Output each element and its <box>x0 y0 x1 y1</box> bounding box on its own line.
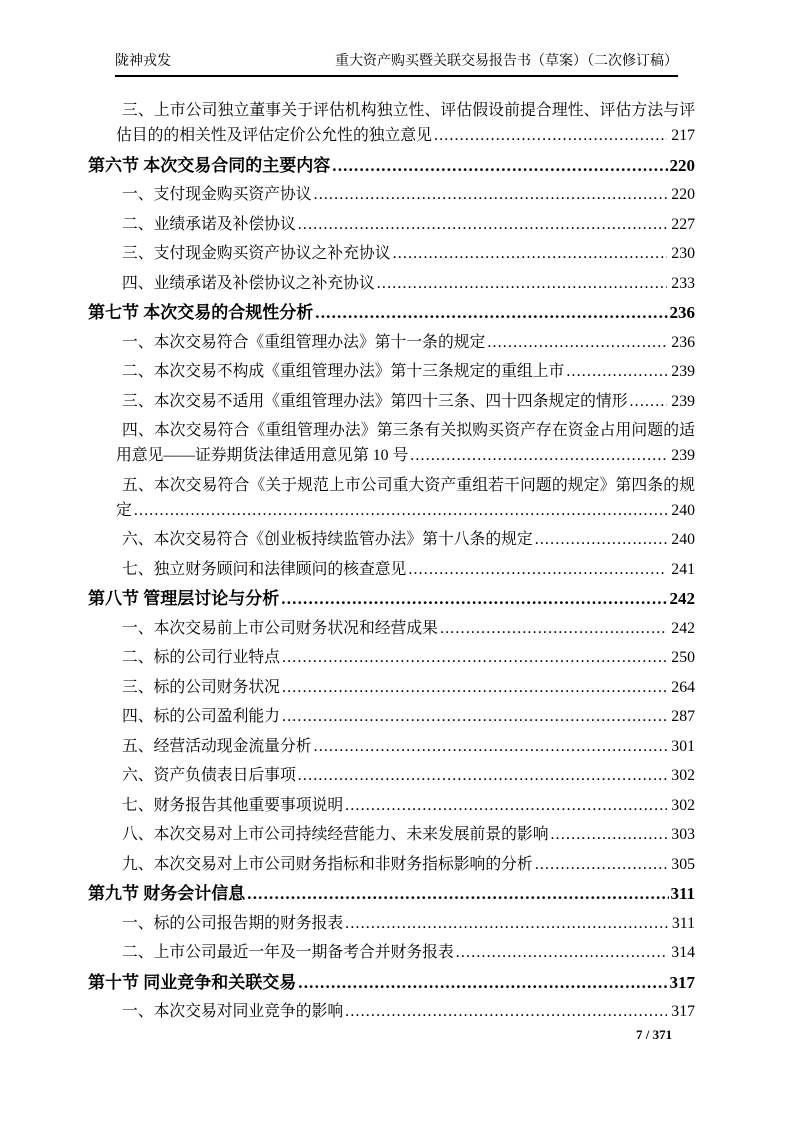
page-number: 241 <box>671 560 695 578</box>
dot-leader <box>628 389 668 414</box>
entry-text: 三、标的公司财务状况 <box>122 678 280 696</box>
page-number: 233 <box>671 274 695 292</box>
entry-text: 六、本次交易符合《创业板持续监管办法》第十八条的规定 <box>122 531 533 548</box>
dot-leader <box>330 153 668 178</box>
toc-section-entry <box>88 970 695 995</box>
dot-leader <box>343 999 667 1024</box>
toc-entry <box>88 473 695 523</box>
toc-entry <box>88 418 695 468</box>
entry-text: 第七节 本次交易的合规性分析 <box>88 303 314 322</box>
entry-text: 六、资产负债表日后事项 <box>122 767 296 784</box>
dot-leader <box>533 527 668 552</box>
page-number: 227 <box>671 215 695 233</box>
page-number: 287 <box>671 708 695 725</box>
entry-text: 二、标的公司行业特点 <box>122 649 280 666</box>
page-footer: 7 / 371 <box>636 1027 673 1042</box>
dot-leader <box>454 940 668 965</box>
page-number: 239 <box>671 447 695 464</box>
page-number: 236 <box>669 303 695 322</box>
entry-text: 四、标的公司盈利能力 <box>122 708 280 725</box>
toc-entry <box>88 852 695 877</box>
toc-entry <box>88 793 695 818</box>
page-number: 242 <box>669 589 695 608</box>
entry-text: 一、本次交易符合《重组管理办法》第十一条的规定 <box>122 333 486 351</box>
entry-text: 九、本次交易对上市公司财务指标和非财务指标影响的分析 <box>122 855 533 873</box>
toc-section-entry <box>88 881 695 906</box>
entry-text-line2: 用意见——证券期货法律适用意见第 10 号 <box>116 447 409 464</box>
dot-leader <box>343 911 668 936</box>
entry-text: 二、业绩承诺及补偿协议 <box>122 215 296 233</box>
entry-text-line1: 五、本次交易符合《关于规范上市公司重大资产重组若干问题的规定》第四条的规 <box>122 476 695 494</box>
entry-text: 四、业绩承诺及补偿协议之补充协议 <box>122 274 375 292</box>
entry-text: 第九节 财务会计信息 <box>88 884 246 903</box>
toc-entry <box>88 734 695 759</box>
toc-entry <box>88 98 695 148</box>
page-number: 242 <box>671 619 695 637</box>
toc-entry <box>88 616 695 641</box>
entry-text: 第六节 本次交易合同的主要内容 <box>88 155 331 175</box>
toc-entry <box>88 911 695 936</box>
dot-leader <box>280 704 667 729</box>
page-number: 305 <box>671 855 695 873</box>
page-number: 236 <box>671 333 695 351</box>
toc-entry <box>88 330 695 355</box>
page-number: 301 <box>671 737 695 755</box>
entry-text: 七、独立财务顾问和法律顾问的核查意见 <box>122 560 407 578</box>
entry-text-line2: 定 <box>116 501 132 519</box>
dot-leader <box>280 645 667 670</box>
page-number: 239 <box>671 363 695 380</box>
entry-text: 三、支付现金购买资产协议之补充协议 <box>122 245 391 262</box>
toc-entry <box>88 527 695 552</box>
dot-leader <box>343 793 667 818</box>
dot-leader <box>549 822 668 847</box>
page-number: 220 <box>671 186 695 203</box>
dot-leader <box>280 675 667 700</box>
dot-leader <box>432 123 667 148</box>
dot-leader <box>296 970 668 995</box>
dot-leader <box>408 443 667 468</box>
entry-text: 七、财务报告其他重要事项说明 <box>122 796 344 814</box>
dot-leader <box>564 359 667 384</box>
toc-entry <box>88 763 695 788</box>
toc-entry <box>88 704 695 729</box>
entry-text-line1: 三、上市公司独立董事关于评估机构独立性、评估假设前提合理性、评估方法与评 <box>122 102 695 119</box>
entry-line2 <box>88 123 695 148</box>
dot-leader <box>312 734 668 759</box>
dot-leader <box>438 616 667 641</box>
toc-entry <box>88 940 695 965</box>
entry-text: 一、标的公司报告期的财务报表 <box>122 914 344 932</box>
dot-leader <box>406 557 667 582</box>
header-company-name: 陇神戎发 <box>115 54 171 69</box>
entry-text: 三、本次交易不适用《重组管理办法》第四十三条、四十四条规定的情形 <box>122 392 628 410</box>
page-number: 317 <box>671 1003 695 1020</box>
page-number: 217 <box>671 127 695 144</box>
dot-leader <box>485 330 667 355</box>
toc-entry <box>88 359 695 384</box>
page-number: 240 <box>671 531 695 548</box>
dot-leader <box>296 212 668 237</box>
dot-leader <box>279 586 668 611</box>
entry-text: 二、本次交易不构成《重组管理办法》第十三条规定的重组上市 <box>122 363 565 380</box>
page-number: 311 <box>671 914 695 932</box>
toc-entry <box>88 557 695 582</box>
toc-entry <box>88 999 695 1024</box>
dot-leader <box>132 498 667 523</box>
entry-line2 <box>88 443 695 468</box>
page-number: 317 <box>669 972 695 992</box>
toc-list <box>88 98 695 1024</box>
page-number: 250 <box>671 649 695 666</box>
entry-line2 <box>88 498 695 523</box>
toc-entry <box>88 822 695 847</box>
toc-entry <box>88 182 695 207</box>
entry-text: 一、本次交易对同业竞争的影响 <box>122 1003 344 1020</box>
page-number: 302 <box>671 767 695 784</box>
page-header <box>115 0 678 77</box>
entry-text-line1: 四、本次交易符合《重组管理办法》第三条有关拟购买资产存在资金占用问题的适 <box>122 422 695 439</box>
page-number: 239 <box>671 392 695 410</box>
toc-section-entry <box>88 300 695 325</box>
dot-leader <box>313 300 668 325</box>
toc-entry <box>88 212 695 237</box>
entry-text: 一、支付现金购买资产协议 <box>122 186 312 203</box>
entry-text: 第十节 同业竞争和关联交易 <box>88 972 297 992</box>
page-number: 230 <box>671 245 695 262</box>
page-number: 303 <box>671 826 695 843</box>
dot-leader <box>375 271 668 296</box>
dot-leader <box>391 241 668 266</box>
page-number: 311 <box>670 884 695 903</box>
toc-section-entry <box>88 586 695 611</box>
page-number: 302 <box>671 796 695 814</box>
entry-text-line2: 估目的的相关性及评估定价公允性的独立意见 <box>116 127 432 144</box>
header-report-title: 重大资产购买暨关联交易报告书（草案）（二次修订稿） <box>335 54 678 69</box>
entry-text: 五、经营活动现金流量分析 <box>122 737 312 755</box>
toc-entry <box>88 241 695 266</box>
toc-entry <box>88 645 695 670</box>
page-number: 220 <box>669 155 695 175</box>
toc-entry <box>88 271 695 296</box>
toc-entry <box>88 675 695 700</box>
entry-text: 一、本次交易前上市公司财务状况和经营成果 <box>122 619 438 637</box>
dot-leader <box>245 881 669 906</box>
page-number: 264 <box>671 678 695 696</box>
entry-text: 二、上市公司最近一年及一期备考合并财务报表 <box>122 944 454 961</box>
page-number: 314 <box>671 944 695 961</box>
entry-text: 八、本次交易对上市公司持续经营能力、未来发展前景的影响 <box>122 826 549 843</box>
dot-leader <box>312 182 668 207</box>
dot-leader <box>296 763 668 788</box>
toc-entry <box>88 389 695 414</box>
toc-section-entry <box>88 153 695 178</box>
dot-leader <box>533 852 668 877</box>
entry-text: 第八节 管理层讨论与分析 <box>88 589 280 608</box>
page-number: 240 <box>671 501 695 519</box>
